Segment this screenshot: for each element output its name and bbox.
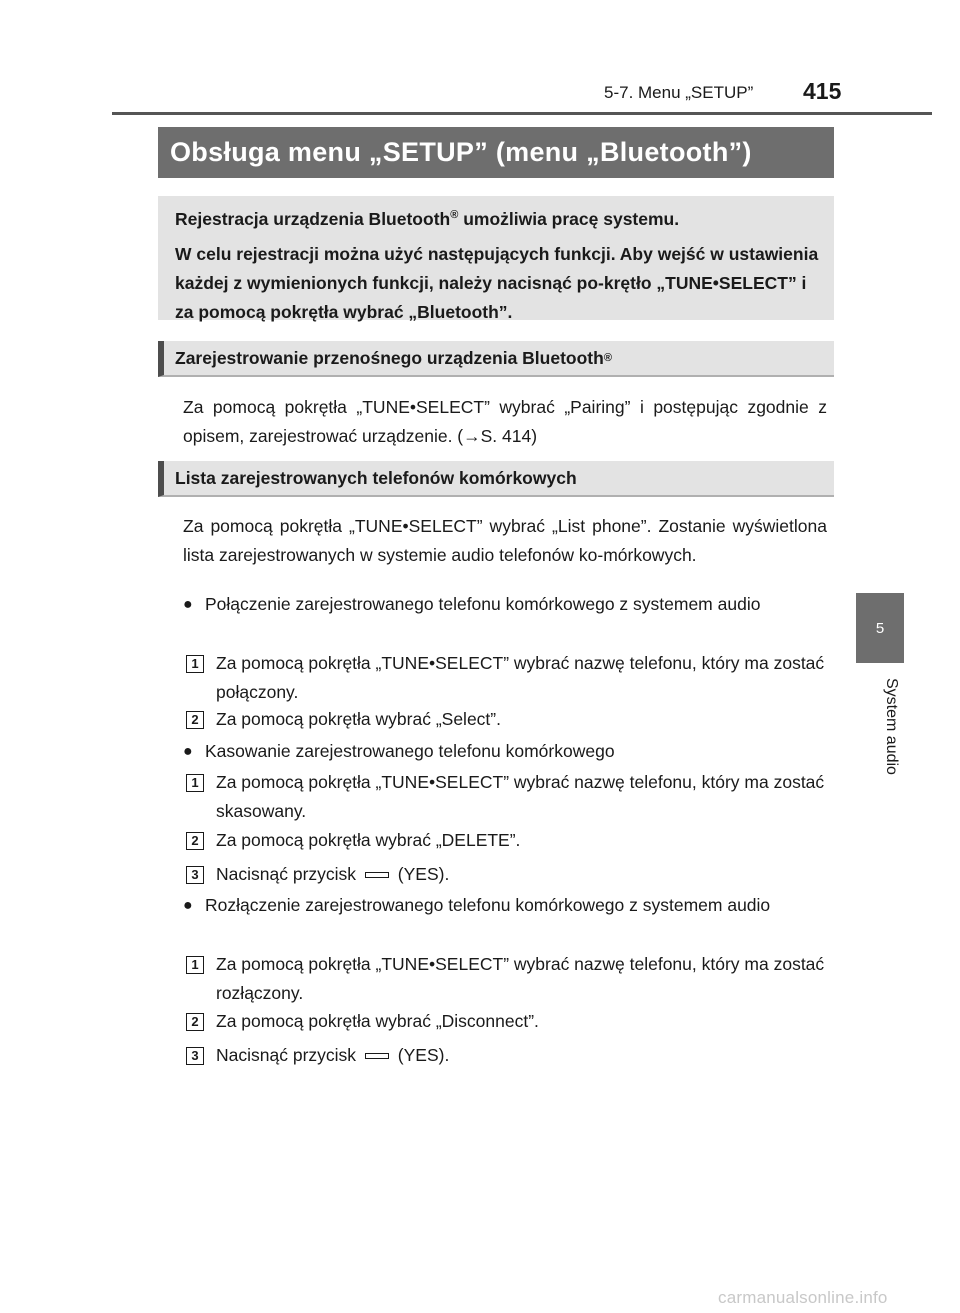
step-number-badge: 3 bbox=[186, 866, 204, 884]
page-number: 415 bbox=[803, 78, 842, 104]
watermark: carmanualsonline.info bbox=[718, 1288, 888, 1307]
yes-button-icon bbox=[365, 1053, 389, 1059]
step-row: 1 Za pomocą pokrętła „TUNE•SELECT” wybrać nazwę telefonu, który ma zostać rozłączony. bbox=[186, 950, 827, 1008]
chapter-label: System audio bbox=[883, 678, 900, 775]
step-number-badge: 2 bbox=[186, 711, 204, 729]
intro-box bbox=[158, 196, 834, 320]
section-heading-register: Zarejestrowanie przenośnego urządzenia Bluetooth ® bbox=[158, 341, 834, 377]
step-number-badge: 2 bbox=[186, 1013, 204, 1031]
step-row: 3 Nacisnąć przycisk (YES). bbox=[186, 1041, 827, 1070]
section-body-register: Za pomocą pokrętła „TUNE•SELECT” wybrać „Pairing” i postępując zgodnie z opisem, zarejestrować urządzenie. (→S. 414) bbox=[183, 397, 827, 446]
chapter-tab: 5 bbox=[856, 593, 904, 663]
step-number-badge: 1 bbox=[186, 956, 204, 974]
step-row: 1 Za pomocą pokrętła „TUNE•SELECT” wybrać nazwę telefonu, który ma zostać skasowany. bbox=[186, 768, 827, 826]
page-title: Obsługa menu „SETUP” (menu „Bluetooth”) bbox=[158, 127, 834, 178]
bullet-item: ● Połączenie zarejestrowanego telefonu komórkowego z systemem audio bbox=[183, 590, 827, 619]
step-number-badge: 2 bbox=[186, 832, 204, 850]
intro-line-1: Rejestracja urządzenia Bluetooth® umożliwia pracę systemu. bbox=[175, 209, 680, 229]
step-row: 1 Za pomocą pokrętła „TUNE•SELECT” wybrać nazwę telefonu, który ma zostać połączony. bbox=[186, 649, 827, 707]
bullet-icon: ● bbox=[183, 596, 193, 613]
step-row: 2 Za pomocą pokrętła wybrać „Select”. bbox=[186, 705, 827, 734]
section-heading-phone-list: Lista zarejestrowanych telefonów komórkowych bbox=[158, 461, 834, 497]
header-rule bbox=[112, 112, 932, 115]
registered-mark: ® bbox=[450, 209, 459, 221]
step-row: 2 Za pomocą pokrętła wybrać „DELETE”. bbox=[186, 826, 827, 855]
header-section-title: 5-7. Menu „SETUP” bbox=[604, 83, 754, 102]
intro-line-2: W celu rejestracji można użyć następujących funkcji. Aby wejść w ustawienia każdej z wymienionych funkcji, należy nacisnąć po-krętło „TUNE•SELECT” i za pomocą pokrętła wybrać „Bluetooth”. bbox=[175, 244, 819, 322]
step-number-badge: 1 bbox=[186, 774, 204, 792]
bullet-item: ● Kasowanie zarejestrowanego telefonu komórkowego bbox=[183, 737, 827, 766]
step-row: 2 Za pomocą pokrętła wybrać „Disconnect”. bbox=[186, 1007, 827, 1036]
step-number-badge: 3 bbox=[186, 1047, 204, 1065]
step-number-badge: 1 bbox=[186, 655, 204, 673]
step-row: 3 Nacisnąć przycisk (YES). bbox=[186, 860, 827, 889]
bullet-icon: ● bbox=[183, 743, 193, 760]
section-body-phone-list: Za pomocą pokrętła „TUNE•SELECT” wybrać „List phone”. Zostanie wyświetlona lista zarejestrowanych w systemie audio telefonów ko-mórkowych. bbox=[183, 516, 827, 565]
bullet-icon: ● bbox=[183, 897, 193, 914]
yes-button-icon bbox=[365, 872, 389, 878]
bullet-item: ● Rozłączenie zarejestrowanego telefonu komórkowego z systemem audio bbox=[183, 891, 827, 920]
